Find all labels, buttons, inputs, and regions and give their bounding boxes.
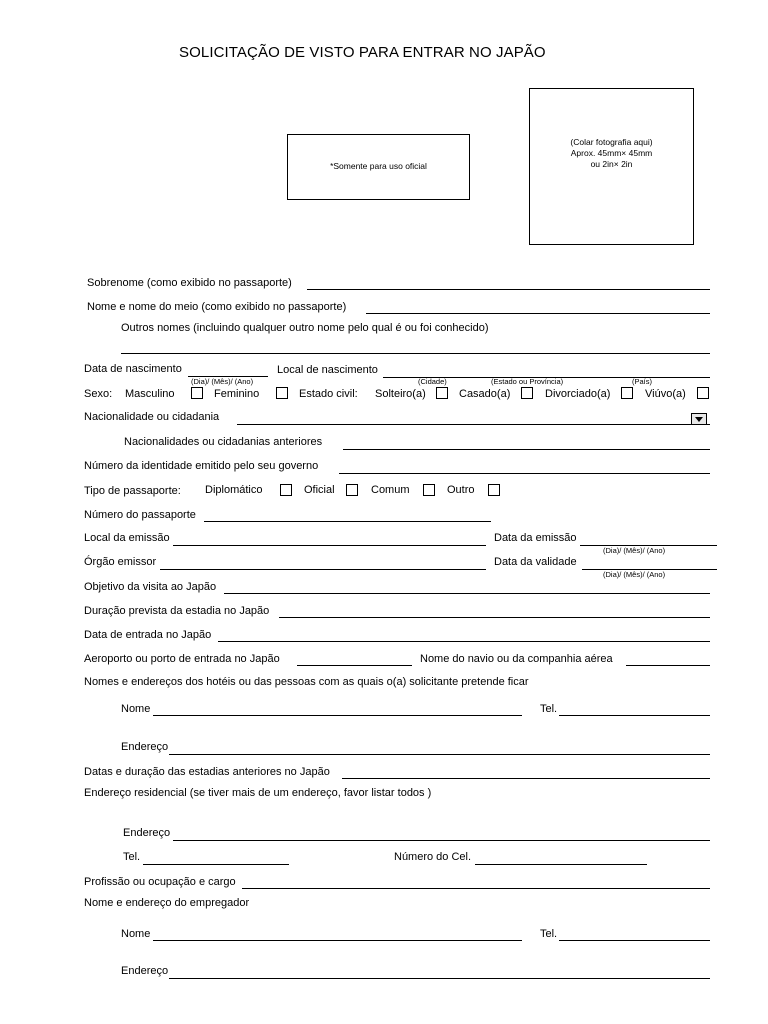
- employer-address-label: Endereço: [121, 965, 169, 977]
- civil-status-label: Estado civil:: [299, 388, 358, 400]
- issue-date-label: Data da emissão: [494, 532, 577, 544]
- hotel-name-field[interactable]: [153, 715, 522, 716]
- passport-number-label: Número do passaporte: [84, 509, 196, 521]
- employer-address-field[interactable]: [169, 978, 710, 979]
- entry-port-field[interactable]: [297, 665, 412, 666]
- other-passport-checkbox[interactable]: [488, 484, 500, 496]
- state-hint: (Estado ou Província): [491, 377, 564, 386]
- visit-purpose-label: Objetivo da visita ao Japão: [84, 581, 217, 593]
- married-checkbox[interactable]: [521, 387, 533, 399]
- stay-duration-field[interactable]: [279, 617, 710, 618]
- single-checkbox[interactable]: [436, 387, 448, 399]
- former-nationality-label: Nacionalidades ou cidadanias anteriores: [124, 436, 323, 448]
- female-label: Feminino: [214, 388, 260, 400]
- widowed-checkbox[interactable]: [697, 387, 709, 399]
- stay-duration-label: Duração prevista da estadia no Japão: [84, 605, 270, 617]
- hotel-tel-field[interactable]: [559, 715, 710, 716]
- official-passport-checkbox[interactable]: [346, 484, 358, 496]
- country-hint: (País): [632, 377, 653, 386]
- residence-tel-label: Tel.: [123, 851, 141, 863]
- other-names-label: Outros nomes (incluindo qualquer outro nome pelo qual é ou foi conhecido): [121, 322, 489, 334]
- married-label: Casado(a): [459, 388, 511, 400]
- passport-number-field[interactable]: [204, 521, 491, 522]
- nationality-dropdown-button[interactable]: [691, 413, 707, 425]
- ship-airline-label: Nome do navio ou da companhia aérea: [420, 653, 613, 665]
- official-use-box: [287, 134, 470, 200]
- employer-label: Nome e endereço do empregador: [84, 897, 250, 909]
- birth-place-label: Local de nascimento: [277, 364, 378, 376]
- chevron-down-icon: [692, 414, 706, 424]
- entry-date-label: Data de entrada no Japão: [84, 629, 212, 641]
- residence-address-field[interactable]: [173, 840, 710, 841]
- hotel-address-field[interactable]: [169, 754, 710, 755]
- hotel-address-label: Endereço: [121, 741, 169, 753]
- entry-date-field[interactable]: [218, 641, 710, 642]
- previous-stays-field[interactable]: [342, 778, 710, 779]
- residence-tel-field[interactable]: [143, 864, 289, 865]
- home-address-label: Endereço residencial (se tiver mais de um endereço, favor listar todos ): [84, 787, 432, 799]
- issuing-authority-label: Órgão emissor: [84, 556, 157, 568]
- female-checkbox[interactable]: [276, 387, 288, 399]
- profession-label: Profissão ou ocupação e cargo: [84, 876, 236, 888]
- issue-date-hint: (Dia)/ (Mês)/ (Ano): [603, 546, 666, 555]
- common-passport-label: Comum: [371, 484, 410, 496]
- previous-stays-label: Datas e duração das estadias anteriores no Japão: [84, 766, 330, 778]
- photo-size-mm: Aprox. 45mm× 45mm: [570, 148, 653, 158]
- hotel-tel-label: Tel.: [540, 703, 558, 715]
- divorced-label: Divorciado(a): [545, 388, 611, 400]
- hotel-name-label: Nome: [121, 703, 151, 715]
- expiry-date-hint: (Dia)/ (Mês)/ (Ano): [603, 570, 666, 579]
- mobile-label: Número do Cel.: [394, 851, 472, 863]
- residence-address-label: Endereço: [123, 827, 171, 839]
- employer-tel-label: Tel.: [540, 928, 558, 940]
- other-names-field[interactable]: [121, 353, 710, 354]
- official-passport-label: Oficial: [304, 484, 335, 496]
- divorced-checkbox[interactable]: [621, 387, 633, 399]
- sex-label: Sexo:: [84, 388, 113, 400]
- widowed-label: Viúvo(a): [645, 388, 686, 400]
- male-checkbox[interactable]: [191, 387, 203, 399]
- male-label: Masculino: [125, 388, 175, 400]
- diplomatic-checkbox[interactable]: [280, 484, 292, 496]
- birth-date-label: Data de nascimento: [84, 363, 182, 375]
- surname-field[interactable]: [307, 289, 710, 290]
- form-title: SOLICITAÇÃO DE VISTO PARA ENTRAR NO JAPÃO: [179, 44, 546, 61]
- nationality-label: Nacionalidade ou cidadania: [84, 411, 220, 423]
- employer-tel-field[interactable]: [559, 940, 710, 941]
- official-use-label: *Somente para uso oficial: [330, 161, 427, 171]
- photo-instruction: (Colar fotografia aqui): [570, 137, 653, 147]
- photo-size-in: ou 2in× 2in: [590, 159, 633, 169]
- entry-port-label: Aeroporto ou porto de entrada no Japão: [84, 653, 280, 665]
- id-number-label: Número da identidade emitido pelo seu governo: [84, 460, 319, 472]
- expiry-date-label: Data da validade: [494, 556, 577, 568]
- former-nationality-field[interactable]: [343, 449, 710, 450]
- hotels-label: Nomes e endereços dos hotéis ou das pessoas com as quais o(a) solicitante pretende ficar: [84, 676, 529, 688]
- photo-box: [529, 88, 694, 245]
- ship-airline-field[interactable]: [626, 665, 710, 666]
- single-label: Solteiro(a): [375, 388, 426, 400]
- city-hint: (Cidade): [418, 377, 447, 386]
- surname-label: Sobrenome (como exibido no passaporte): [87, 277, 292, 289]
- common-passport-checkbox[interactable]: [423, 484, 435, 496]
- visit-purpose-field[interactable]: [224, 593, 710, 594]
- issue-place-field[interactable]: [173, 545, 486, 546]
- birth-date-hint: (Dia)/ (Mês)/ (Ano): [191, 377, 254, 386]
- nationality-select[interactable]: [237, 424, 710, 425]
- mobile-field[interactable]: [475, 864, 647, 865]
- given-name-label: Nome e nome do meio (como exibido no passaporte): [87, 301, 347, 313]
- issuing-authority-field[interactable]: [160, 569, 486, 570]
- profession-field[interactable]: [242, 888, 710, 889]
- passport-type-label: Tipo de passaporte:: [84, 485, 181, 497]
- employer-name-field[interactable]: [153, 940, 522, 941]
- id-number-field[interactable]: [339, 473, 710, 474]
- given-name-field[interactable]: [366, 313, 710, 314]
- employer-name-label: Nome: [121, 928, 151, 940]
- other-passport-label: Outro: [447, 484, 475, 496]
- diplomatic-label: Diplomático: [205, 484, 263, 496]
- issue-place-label: Local da emissão: [84, 532, 170, 544]
